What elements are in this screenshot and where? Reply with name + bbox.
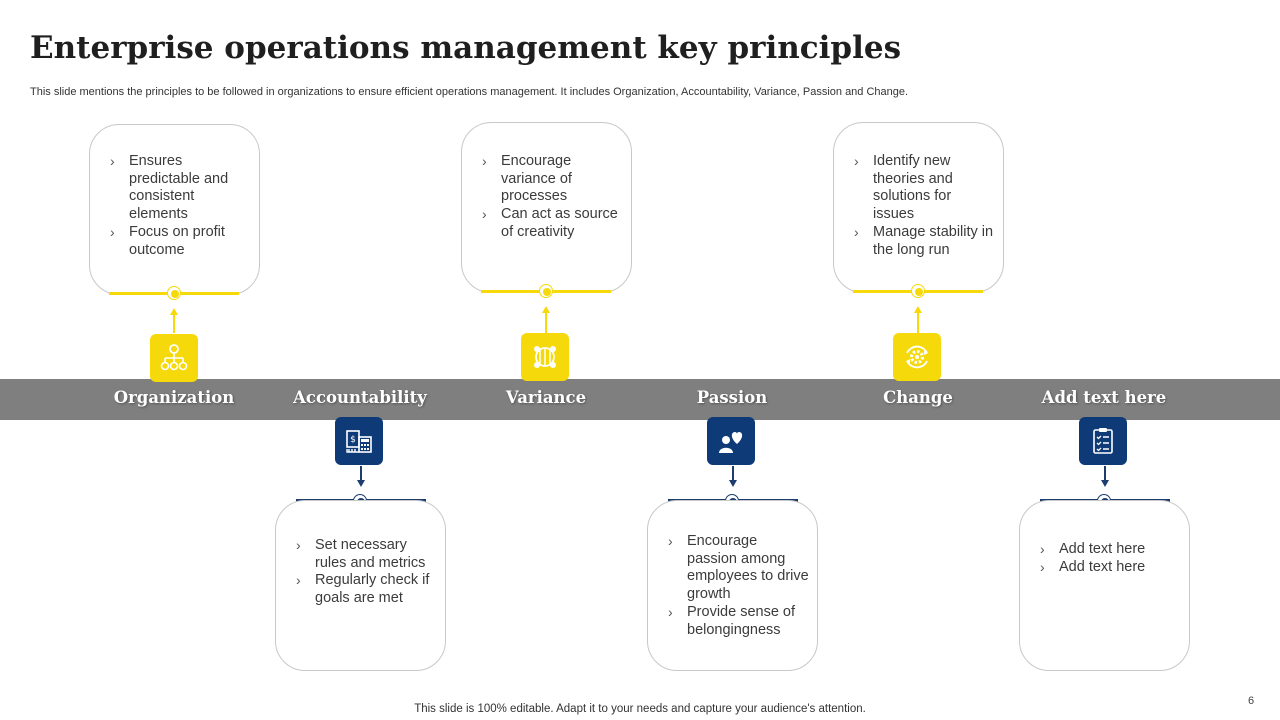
bullet-passion-1: › Encourage passion among employees to drive growth <box>668 533 810 604</box>
icon-box-accountability <box>335 417 383 465</box>
bullet-variance-2: › Can act as source of creativity <box>482 206 622 241</box>
checklist-icon <box>1087 425 1119 457</box>
slide-footer: This slide is 100% editable. Adapt it to your needs and capture your audience's attention. <box>414 703 866 715</box>
person-heart-icon <box>715 425 747 457</box>
icon-box-add-text <box>1079 417 1127 465</box>
label-organization: Organization <box>113 388 235 407</box>
connector-change <box>917 312 919 333</box>
bullet-add-text-2: › Add text here <box>1040 559 1182 577</box>
arrow-accountability <box>357 480 365 487</box>
arrow-variance <box>542 306 550 313</box>
label-accountability: Accountability <box>293 388 427 407</box>
variance-network-icon <box>529 341 561 373</box>
svg-text:$: $ <box>350 435 356 445</box>
slide-title: Enterprise operations management key principles <box>30 30 902 66</box>
connector-passion <box>732 466 734 480</box>
bullet-passion-2: › Provide sense of belongingness <box>668 604 810 639</box>
connector-organization <box>173 314 175 333</box>
card-organization <box>89 124 260 295</box>
bullet-variance-1: › Encourage variance of processes <box>482 153 622 206</box>
label-passion: Passion <box>696 388 768 407</box>
dot-organization <box>167 286 181 300</box>
bullet-change-1: › Identify new theories and solutions for issues <box>854 153 996 224</box>
bullet-organization-1: › Ensures predictable and consistent elements <box>110 153 250 224</box>
arrow-passion <box>729 480 737 487</box>
icon-box-passion <box>707 417 755 465</box>
card-variance <box>461 122 632 293</box>
icon-box-change <box>893 333 941 381</box>
label-add-text: Add text here <box>1041 388 1167 407</box>
page-number: 6 <box>1248 695 1255 707</box>
dot-variance <box>539 284 553 298</box>
connector-variance <box>545 312 547 333</box>
dot-change <box>911 284 925 298</box>
org-chart-icon <box>158 342 190 374</box>
label-change: Change <box>883 388 953 407</box>
card-change <box>833 122 1004 293</box>
bullet-organization-2: › Focus on profit outcome <box>110 224 250 259</box>
bullet-accountability-2: › Regularly check if goals are met <box>296 572 436 607</box>
bullet-change-2: › Manage stability in the long run <box>854 224 996 259</box>
icon-box-organization <box>150 334 198 382</box>
card-passion <box>647 500 818 671</box>
card-accountability <box>275 500 446 671</box>
label-variance: Variance <box>505 388 587 407</box>
bullet-add-text-1: › Add text here <box>1040 541 1182 559</box>
connector-add-text <box>1104 466 1106 480</box>
slide-subtitle: This slide mentions the principles to be followed in organizations to ensure efficient operations management. It includes Organization, Accountability, Variance, Passion and Change. <box>30 86 909 98</box>
arrow-add-text <box>1101 480 1109 487</box>
calculator-money-icon <box>343 425 375 457</box>
gear-cycle-icon <box>901 341 933 373</box>
icon-box-variance <box>521 333 569 381</box>
connector-accountability <box>360 466 362 480</box>
bullet-accountability-1: › Set necessary rules and metrics <box>296 537 436 572</box>
arrow-organization <box>170 308 178 315</box>
arrow-change <box>914 306 922 313</box>
card-add-text <box>1019 500 1190 671</box>
